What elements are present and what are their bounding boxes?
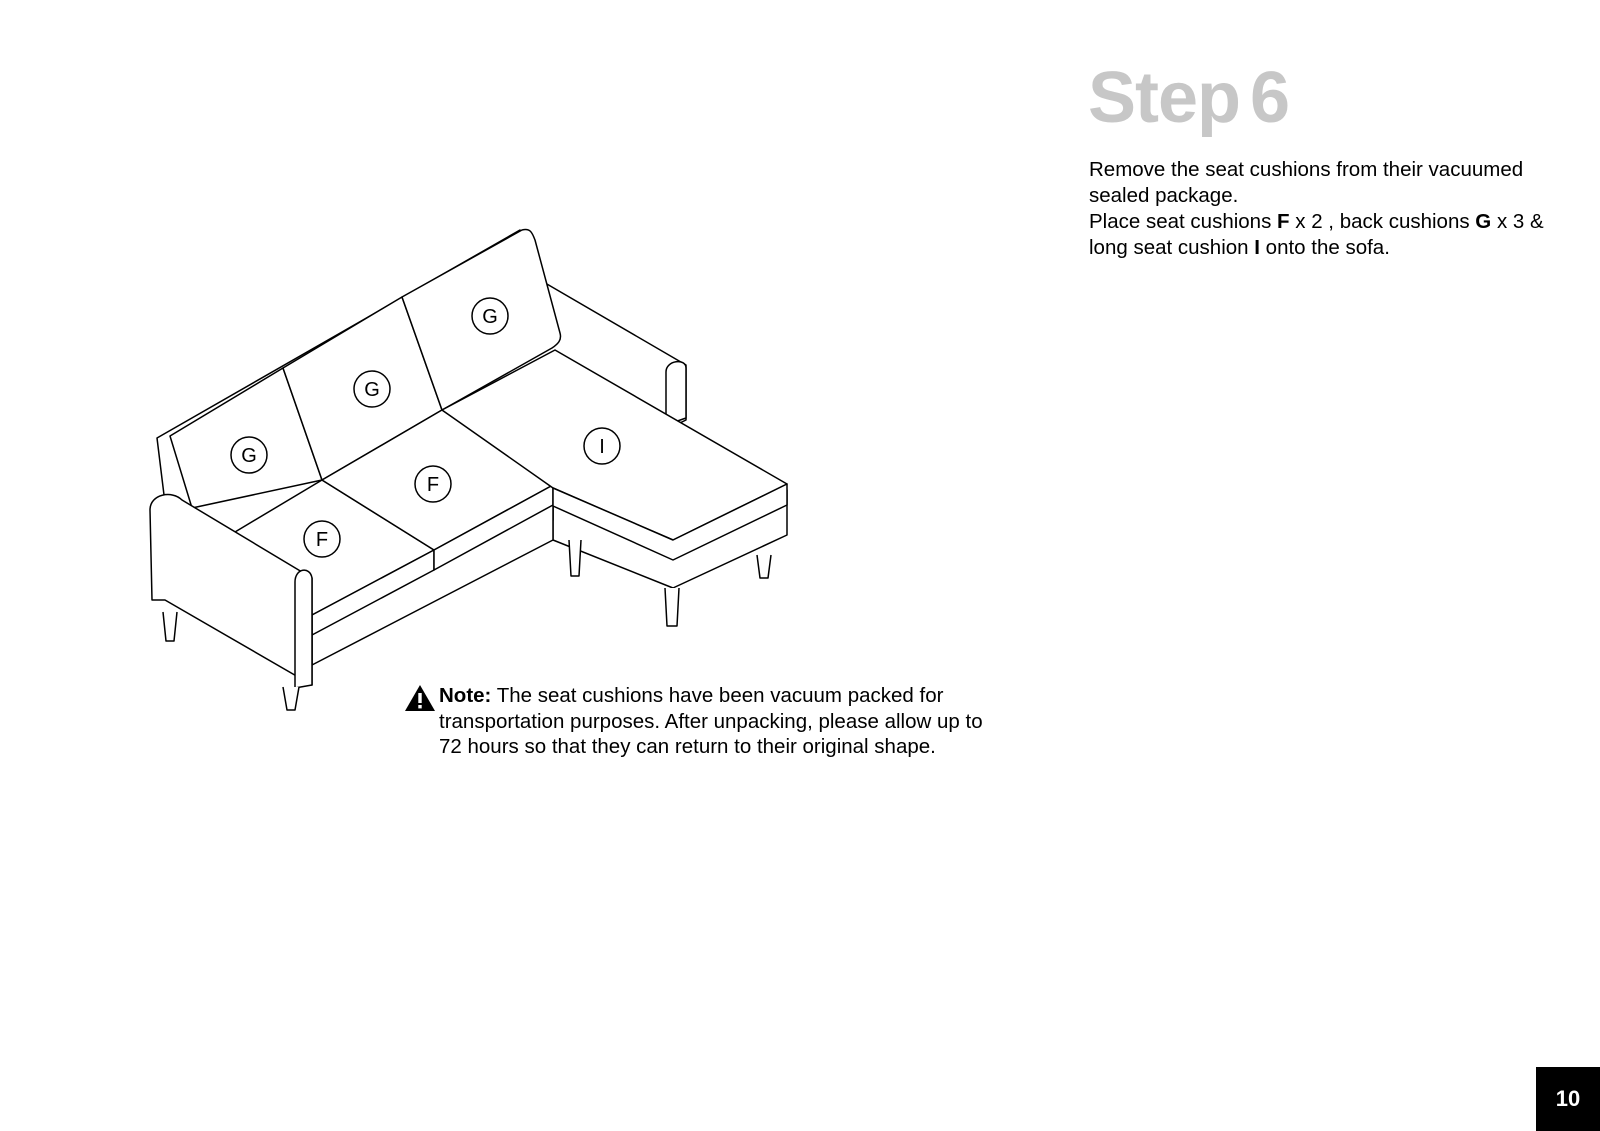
- chaise-leg-right: [757, 555, 771, 578]
- label-back-right: G: [482, 306, 498, 328]
- step-heading: [1088, 58, 1290, 138]
- part-f-code: F: [1277, 210, 1290, 233]
- left-arm-front: [295, 570, 312, 688]
- note-box: [404, 683, 984, 760]
- part-i-code: I: [1254, 236, 1260, 259]
- label-back-middle: G: [364, 379, 380, 401]
- step-number: 6: [1250, 58, 1290, 138]
- step-instructions: [1089, 157, 1569, 261]
- note-body: The seat cushions have been vacuum packed for transportation purposes. After unpacking, please allow up to 72 hours so that they can return to their original shape.: [439, 684, 983, 758]
- instruction-line-1: Remove the seat cushions from their vacuumed sealed package.: [1089, 158, 1524, 207]
- label-chaise: I: [599, 436, 605, 458]
- front-leg-center: [283, 687, 299, 710]
- label-back-left: G: [241, 445, 257, 467]
- front-leg-left: [163, 612, 177, 641]
- step-word: Step: [1088, 58, 1241, 138]
- chaise-leg-back: [569, 540, 581, 576]
- instruction-line-2: Place seat cushions F x 2 , back cushions G x 3 & long seat cushion I onto the sofa.: [1089, 210, 1544, 259]
- sofa-illustration: [140, 220, 800, 720]
- note-label: Note:: [439, 684, 492, 707]
- label-seat-middle: F: [426, 474, 440, 496]
- label-seat-left: F: [315, 529, 329, 551]
- page-number: 10: [1536, 1067, 1600, 1131]
- note-text: [439, 683, 984, 760]
- part-g-code: G: [1475, 210, 1492, 233]
- chaise-leg-front: [665, 588, 679, 626]
- warning-icon: [404, 684, 436, 712]
